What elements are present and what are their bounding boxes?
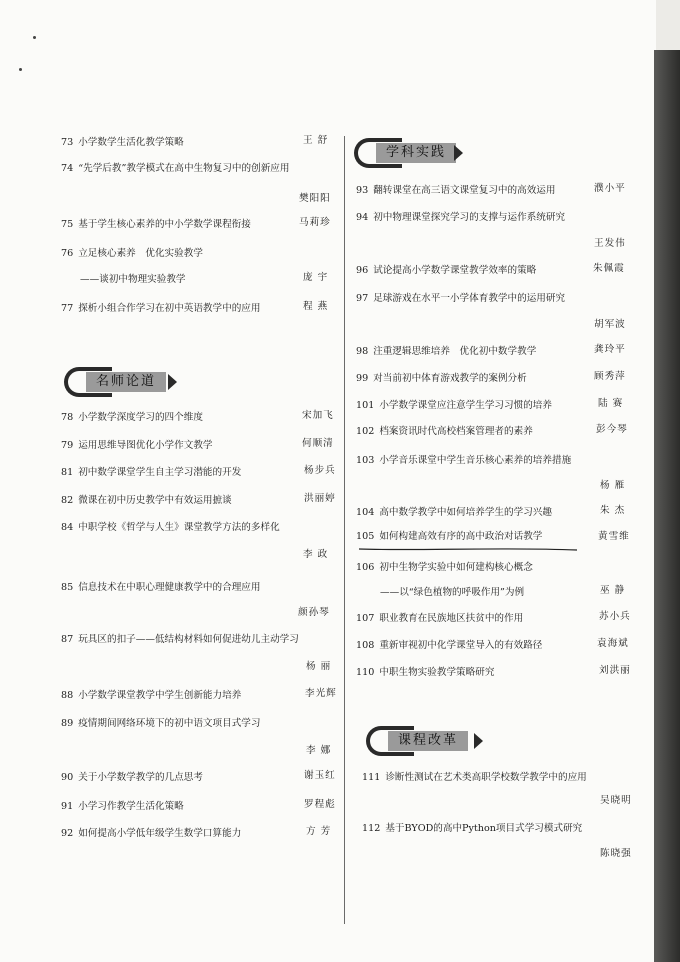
entry-number: 104 [356, 507, 375, 518]
entry-title: 注重逻辑思维培养 优化初中数学教学 [373, 346, 537, 357]
toc-entry[interactable] [61, 772, 203, 784]
toc-entry[interactable] [356, 400, 552, 412]
toc-entry[interactable] [61, 219, 251, 231]
entry-number: 78 [61, 412, 74, 423]
toc-entry[interactable] [61, 828, 241, 840]
entry-title: 小学数学深度学习的四个维度 [78, 412, 203, 423]
entry-author: 宋加飞 [302, 410, 334, 421]
entry-author: 陆 赛 [598, 398, 624, 409]
entry-number: 107 [356, 613, 375, 624]
toc-entry[interactable] [356, 373, 527, 385]
entry-author: 袁海斌 [597, 638, 629, 649]
entry-number: 92 [61, 828, 74, 839]
entry-author: 庞 宇 [303, 272, 329, 283]
entry-number: 76 [61, 248, 74, 259]
entry-title: 诊断性测试在艺术类高职学校数学教学中的应用 [385, 772, 587, 783]
toc-entry[interactable] [61, 495, 232, 507]
entry-number: 94 [356, 212, 369, 223]
entry-author: 杨步兵 [304, 465, 336, 476]
toc-entry[interactable] [61, 412, 203, 424]
entry-author: 吴晓明 [600, 795, 632, 806]
entry-title: 微课在初中历史教学中有效运用摭谈 [78, 495, 232, 506]
toc-entry[interactable] [356, 265, 536, 277]
entry-number: 87 [61, 634, 74, 645]
page-edge-shadow [654, 50, 680, 962]
entry-title: 小学数学生活化教学策略 [78, 137, 184, 148]
entry-author: 刘洪丽 [599, 665, 631, 676]
entry-author: 谢玉红 [304, 770, 336, 781]
arrow-tail-icon [168, 374, 177, 390]
section-header-practice [354, 138, 464, 168]
toc-entry[interactable] [61, 163, 290, 175]
entry-author: 罗程彪 [304, 799, 336, 810]
toc-entry[interactable] [356, 346, 536, 358]
entry-number: 106 [356, 562, 375, 573]
column-divider [344, 136, 345, 924]
entry-number: 85 [61, 582, 74, 593]
entry-number: 110 [356, 667, 375, 678]
entry-author: 樊阳阳 [299, 193, 331, 204]
toc-entry[interactable] [61, 634, 299, 646]
entry-title: 探析小组合作学习在初中英语教学中的应用 [78, 303, 261, 314]
entry-title: 小学习作教学生活化策略 [78, 801, 184, 812]
entry-author: 朱佩霞 [593, 263, 625, 274]
entry-title: 对当前初中体育游戏教学的案例分析 [373, 373, 527, 384]
entry-title: 如何提高小学低年级学生数学口算能力 [78, 828, 242, 839]
toc-entry[interactable] [356, 212, 565, 224]
entry-author: 王 舒 [303, 135, 329, 146]
toc-entry[interactable] [61, 522, 280, 534]
entry-author: 李 政 [303, 549, 329, 560]
entry-title: 小学数学课堂应注意学生学习习惯的培养 [379, 400, 552, 411]
scan-speck [19, 68, 22, 71]
entry-author: 朱 杰 [600, 505, 626, 516]
entry-number: 77 [61, 303, 74, 314]
entry-author: 杨 雁 [600, 480, 626, 491]
toc-entry[interactable] [61, 718, 261, 730]
entry-title: 初中生物学实验中如何建构核心概念 [379, 562, 533, 573]
entry-number: 82 [61, 495, 74, 506]
entry-title: 档案资讯时代高校档案管理者的素养 [379, 426, 533, 437]
entry-title: 初中数学课堂学生自主学习潜能的开发 [78, 467, 242, 478]
toc-entry[interactable] [61, 467, 241, 479]
entry-title: 小学数学课堂教学中学生创新能力培养 [78, 690, 242, 701]
toc-entry[interactable] [356, 531, 542, 543]
toc-entry[interactable] [362, 772, 587, 784]
toc-entry[interactable] [61, 440, 213, 452]
entry-number: 73 [61, 137, 74, 148]
entry-number: 90 [61, 772, 74, 783]
entry-number: 84 [61, 522, 74, 533]
entry-title: 基于BYOD的高中Python项目式学习模式研究 [385, 823, 583, 834]
entry-number: 75 [61, 219, 74, 230]
toc-entry[interactable] [356, 562, 533, 574]
entry-title: 如何构建高效有序的高中政治对话教学 [379, 531, 543, 542]
toc-entry[interactable] [356, 667, 494, 679]
section-title: 课程改革 [388, 731, 468, 751]
toc-entry[interactable] [61, 248, 203, 260]
handwritten-underline [357, 545, 579, 553]
entry-author: 洪丽婷 [304, 493, 336, 504]
entry-number: 79 [61, 440, 74, 451]
toc-entry[interactable] [356, 426, 533, 438]
entry-author: 李光辉 [305, 688, 337, 699]
entry-title: 小学音乐课堂中学生音乐核心素养的培养措施 [379, 455, 572, 466]
entry-number: 105 [356, 531, 375, 542]
entry-title: 中职学校《哲学与人生》课堂教学方法的多样化 [78, 522, 280, 533]
entry-author: 王发伟 [594, 238, 626, 249]
toc-entry[interactable] [61, 582, 261, 594]
section-title: 学科实践 [376, 143, 456, 163]
section-title: 名师论道 [86, 372, 166, 392]
entry-number: 111 [362, 772, 381, 783]
entry-number: 97 [356, 293, 369, 304]
toc-entry[interactable] [61, 690, 241, 702]
entry-author: 顾秀萍 [594, 371, 626, 382]
entry-author: 方 芳 [306, 826, 332, 837]
toc-entry[interactable] [356, 455, 571, 467]
entry-number: 96 [356, 265, 369, 276]
toc-entry[interactable] [61, 137, 184, 149]
entry-author: 程 燕 [303, 301, 329, 312]
entry-number: 74 [61, 163, 74, 174]
entry-number: 103 [356, 455, 375, 466]
entry-author: 颜孙琴 [298, 607, 330, 618]
toc-entry[interactable] [61, 303, 261, 315]
entry-author: 何顺清 [302, 438, 334, 449]
entry-title: 玩具区的扣子——低结构材料如何促进幼儿主动学习 [78, 634, 299, 645]
entry-title: 立足核心素养 优化实验教学 [78, 248, 203, 259]
entry-author: 马莉珍 [299, 217, 331, 228]
entry-author: 胡军波 [594, 319, 626, 330]
entry-number: 81 [61, 467, 74, 478]
entry-title: 足球游戏在水平一小学体育教学中的运用研究 [373, 293, 566, 304]
entry-number: 99 [356, 373, 369, 384]
entry-author: 杨 丽 [306, 661, 332, 672]
entry-title: 翻转课堂在高三语文课堂复习中的高效运用 [373, 185, 556, 196]
entry-number: 102 [356, 426, 375, 437]
entry-author: 彭今琴 [596, 424, 628, 435]
entry-title: 中职生物实验教学策略研究 [379, 667, 495, 678]
entry-title: “先学后教”教学模式在高中生物复习中的创新应用 [78, 163, 290, 174]
entry-title: 职业教育在民族地区扶贫中的作用 [379, 613, 524, 624]
entry-author: 李 娜 [306, 745, 332, 756]
entry-author: 龚玲平 [594, 344, 626, 355]
entry-subtitle: ——谈初中物理实验教学 [80, 274, 186, 285]
toc-entry[interactable] [356, 293, 565, 305]
entry-author: 苏小兵 [599, 611, 631, 622]
entry-number: 108 [356, 640, 375, 651]
entry-author: 黄雪维 [598, 531, 630, 542]
entry-title: 运用思维导图优化小学作文教学 [78, 440, 213, 451]
entry-author: 巫 静 [600, 585, 626, 596]
toc-entry[interactable] [356, 185, 556, 197]
entry-title: 基于学生核心素养的中小学数学课程衔接 [78, 219, 251, 230]
arrow-tail-icon [454, 145, 463, 161]
entry-title: 疫情期间网络环境下的初中语文项目式学习 [78, 718, 261, 729]
entry-subtitle: ——以“绿色植物的呼吸作用”为例 [380, 587, 525, 598]
toc-entry[interactable] [356, 613, 523, 625]
entry-number: 88 [61, 690, 74, 701]
entry-title: 关于小学数学教学的几点思考 [78, 772, 203, 783]
toc-entry[interactable] [61, 801, 184, 813]
entry-author: 濮小平 [594, 183, 626, 194]
section-header-masters [64, 367, 180, 397]
entry-author: 陈晓强 [600, 848, 632, 859]
entry-number: 112 [362, 823, 381, 834]
scan-speck [33, 36, 36, 39]
entry-number: 98 [356, 346, 369, 357]
entry-number: 89 [61, 718, 74, 729]
entry-number: 93 [356, 185, 369, 196]
entry-number: 101 [356, 400, 375, 411]
entry-title: 高中数学教学中如何培养学生的学习兴趣 [379, 507, 552, 518]
toc-entry[interactable] [362, 823, 582, 835]
section-header-reform [366, 726, 486, 756]
entry-title: 信息技术在中职心理健康教学中的合理应用 [78, 582, 261, 593]
toc-entry[interactable] [356, 640, 542, 652]
entry-number: 91 [61, 801, 74, 812]
toc-entry[interactable] [356, 507, 552, 519]
entry-title: 初中物理课堂探究学习的支撑与运作系统研究 [373, 212, 566, 223]
entry-title: 试论提高小学数学课堂教学效率的策略 [373, 265, 537, 276]
arrow-tail-icon [474, 733, 483, 749]
entry-title: 重新审视初中化学课堂导入的有效路径 [379, 640, 543, 651]
